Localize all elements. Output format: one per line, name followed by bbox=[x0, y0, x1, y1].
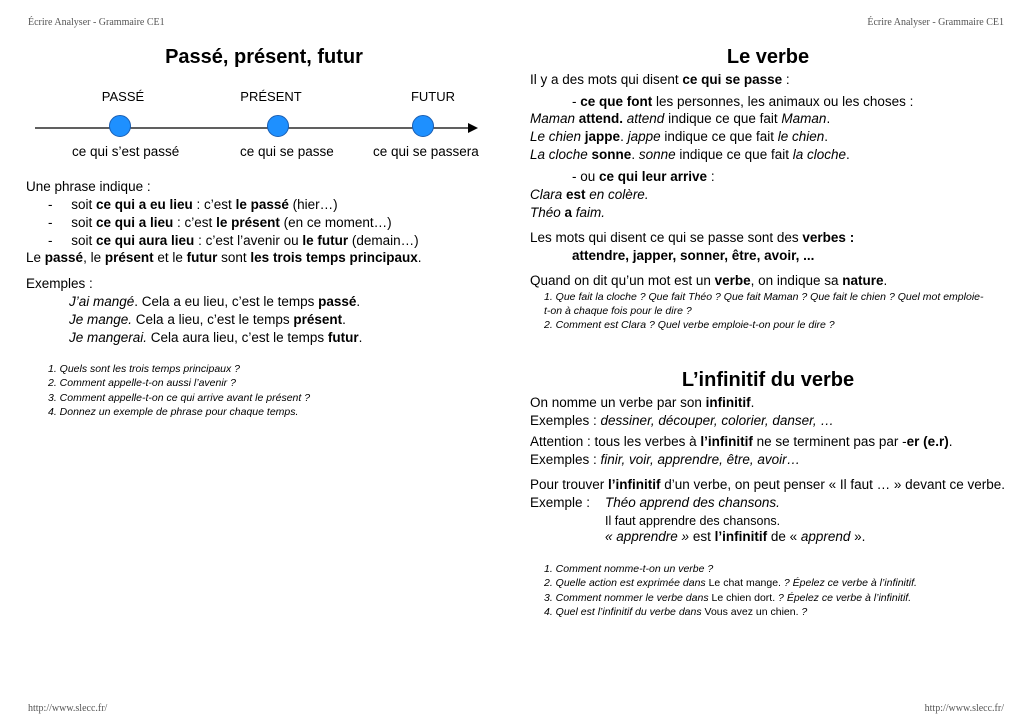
timeline-dot-future bbox=[412, 115, 434, 137]
footer-right: http://www.slecc.fr/ bbox=[924, 703, 1004, 714]
inf-line-6-example: Théo apprend des chansons. bbox=[605, 495, 780, 510]
inf-line-1: On nomme un verbe par son infinitif. bbox=[530, 395, 755, 410]
timeline-dot-present bbox=[267, 115, 289, 137]
inf-question-1: 1. Comment nomme-t-on un verbe ? bbox=[544, 563, 714, 575]
verb-question-1a: 1. Que fait la cloche ? Que fait Théo ? Que fait Maman ? Que fait le chien ? Quel mot emploie- bbox=[544, 291, 984, 303]
footer-left: http://www.slecc.fr/ bbox=[28, 703, 108, 714]
inf-line-2: Exemples : dessiner, découper, colorier, danser, … bbox=[530, 413, 834, 428]
bullet-item-present: - soit ce qui a lieu : c’est le présent (en ce moment…) bbox=[48, 215, 392, 230]
verb-line-4: Le chien jappe. jappe indique ce que fait le chien. bbox=[530, 129, 829, 144]
verb-line-5: La cloche sonne. sonne indique ce que fait la cloche. bbox=[530, 147, 850, 162]
inf-line-3: Attention : tous les verbes à l’infinitif ne se terminent pas par -er (e.r). bbox=[530, 434, 953, 449]
verb-list: attendre, japper, sonner, être, avoir, ... bbox=[572, 248, 815, 263]
example-present: Je mange. Cela a lieu, c’est le temps présent. bbox=[69, 312, 346, 327]
inf-question-2: 2. Quelle action est exprimée dans Le chat mange. ? Épelez ce verbe à l’infinitif. bbox=[544, 577, 917, 589]
bullet-item-future: - soit ce qui aura lieu : c’est l’avenir ou le futur (demain…) bbox=[48, 233, 419, 248]
verb-line-8: Théo a faim. bbox=[530, 205, 606, 220]
summary-text: Le passé, le présent et le futur sont les trois temps principaux. bbox=[26, 250, 422, 265]
verb-line-9: Les mots qui disent ce qui se passe sont des verbes : bbox=[530, 230, 855, 245]
example-future: Je mangerai. Cela aura lieu, c’est le temps futur. bbox=[69, 330, 363, 345]
question-3: 3. Comment appelle-t-on ce qui arrive avant le présent ? bbox=[48, 392, 311, 404]
examples-label: Exemples : bbox=[26, 276, 93, 291]
timeline-dot-past bbox=[109, 115, 131, 137]
verb-line-7: Clara est en colère. bbox=[530, 187, 649, 202]
bullet-item-past: - soit ce qui a eu lieu : c’est le passé (hier…) bbox=[48, 197, 338, 212]
timeline-label-present: PRÉSENT bbox=[240, 89, 302, 104]
verb-line-11: Quand on dit qu’un mot est un verbe, on indique sa nature. bbox=[530, 273, 888, 288]
verb-line-3: Maman attend. attend indique ce que fait Maman. bbox=[530, 111, 831, 126]
verb-question-2: 2. Comment est Clara ? Quel verbe emploie-t-on pour le dire ? bbox=[544, 319, 835, 331]
left-title: Passé, présent, futur bbox=[165, 46, 363, 68]
example-past: J’ai mangé. Cela a eu lieu, c’est le temps passé. bbox=[69, 294, 361, 309]
inf-line-8: « apprendre » est l’infinitif de « apprend ». bbox=[605, 529, 866, 544]
timeline-label-future: FUTUR bbox=[410, 89, 456, 104]
inf-question-3: 3. Comment nommer le verbe dans Le chien dort. ? Épelez ce verbe à l’infinitif. bbox=[544, 592, 912, 604]
verb-line-2: - ce que font les personnes, les animaux ou les choses : bbox=[572, 94, 914, 109]
intro-text: Une phrase indique : bbox=[26, 179, 151, 194]
header-left: Écrire Analyser - Grammaire CE1 bbox=[28, 17, 165, 28]
verb-question-1b: t-on à chaque fois pour le dire ? bbox=[544, 305, 692, 317]
inf-line-4: Exemples : finir, voir, apprendre, être, avoir… bbox=[530, 452, 801, 467]
timeline-caption-present: ce qui se passe bbox=[240, 144, 334, 159]
inf-line-5: Pour trouver l’infinitif d’un verbe, on peut penser « Il faut … » devant ce verbe. bbox=[530, 477, 1005, 492]
verb-title: Le verbe bbox=[726, 46, 810, 68]
inf-line-6-label: Exemple : bbox=[530, 495, 591, 510]
timeline-caption-future: ce qui se passera bbox=[373, 144, 479, 159]
question-4: 4. Donnez un exemple de phrase pour chaque temps. bbox=[48, 406, 299, 418]
inf-line-7: Il faut apprendre des chansons. bbox=[605, 514, 781, 528]
header-right: Écrire Analyser - Grammaire CE1 bbox=[867, 17, 1004, 28]
timeline-caption-past: ce qui s’est passé bbox=[72, 144, 180, 159]
timeline-label-past: PASSÉ bbox=[101, 89, 145, 104]
verb-line-6: - ou ce qui leur arrive : bbox=[572, 169, 715, 184]
verb-line-1: Il y a des mots qui disent ce qui se passe : bbox=[530, 72, 790, 87]
question-2: 2. Comment appelle-t-on aussi l’avenir ? bbox=[48, 377, 236, 389]
inf-question-4: 4. Quel est l’infinitif du verbe dans Vous avez un chien. ? bbox=[544, 606, 808, 618]
question-1: 1. Quels sont les trois temps principaux ? bbox=[48, 363, 241, 375]
infinitive-title: L’infinitif du verbe bbox=[681, 369, 855, 391]
